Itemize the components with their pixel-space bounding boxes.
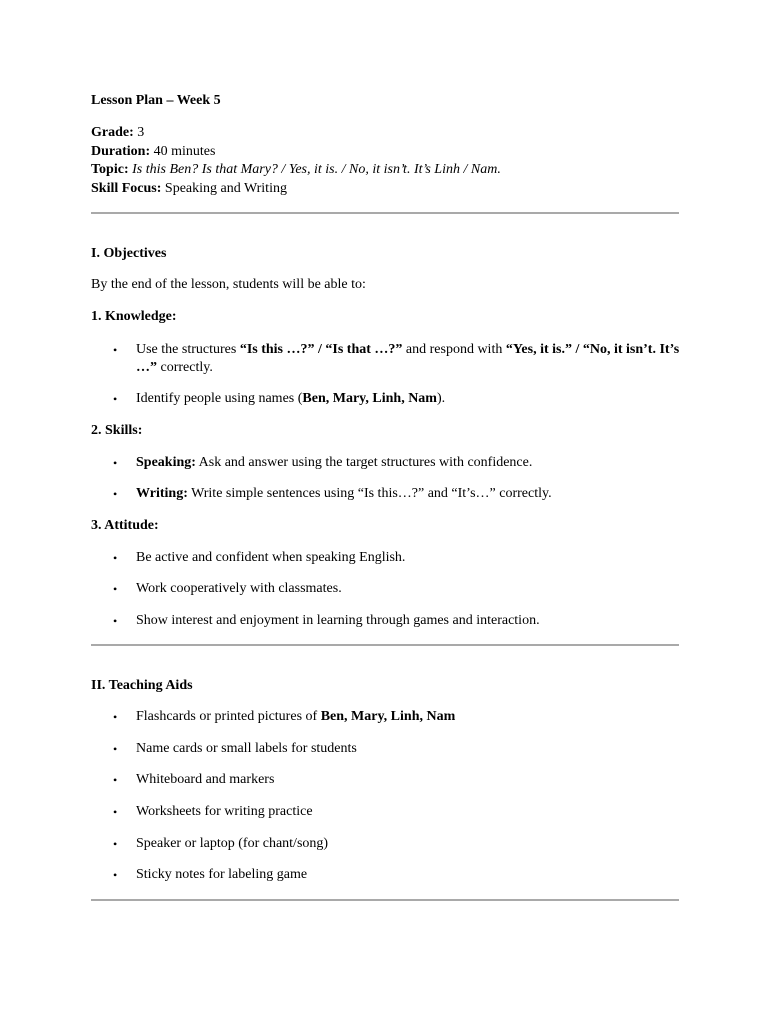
bullet-icon: • xyxy=(113,805,118,819)
skills-item-writing xyxy=(136,485,681,503)
knowledge-item xyxy=(136,341,681,377)
knowledge-item-text: ). xyxy=(436,391,446,406)
skills-item-speaking xyxy=(136,454,681,472)
bullet-icon: • xyxy=(113,343,118,357)
knowledge-item-text: correctly. xyxy=(157,360,213,375)
bullet-icon: • xyxy=(113,582,118,596)
teaching-aid-item: Name cards or small labels for students xyxy=(136,741,357,756)
skill-focus-value: Speaking and Writing xyxy=(164,181,287,196)
teaching-aids-heading: II. Teaching Aids xyxy=(91,678,193,693)
skills-item-label: Speaking: xyxy=(136,455,196,470)
bullet-icon: • xyxy=(113,742,118,756)
document-title: Lesson Plan – Week 5 xyxy=(91,93,221,108)
teaching-aid-item: Speaker or laptop (for chant/song) xyxy=(136,836,329,851)
attitude-item: Work cooperatively with classmates. xyxy=(136,581,342,596)
skills-item-text: Write simple sentences using “Is this…?” and “It’s…” correctly. xyxy=(187,486,552,501)
attitude-heading: 3. Attitude: xyxy=(91,518,159,533)
grade-line xyxy=(91,124,144,142)
skills-item-text: Ask and answer using the target structures with confidence. xyxy=(195,455,533,470)
skills-heading: 2. Skills: xyxy=(91,423,143,438)
topic-value: Is this Ben? Is that Mary? / Yes, it is. / No, it isn’t. It’s Linh / Nam. xyxy=(132,162,501,177)
bullet-icon: • xyxy=(113,392,118,406)
objectives-heading: I. Objectives xyxy=(91,246,167,261)
knowledge-heading: 1. Knowledge: xyxy=(91,309,177,324)
grade-value: 3 xyxy=(137,125,145,140)
knowledge-item-text: and respond with xyxy=(402,342,506,357)
teaching-aid-item: Whiteboard and markers xyxy=(136,772,275,787)
attitude-item: Be active and confident when speaking English. xyxy=(136,550,406,565)
skills-item-label: Writing: xyxy=(136,486,188,501)
bullet-icon: • xyxy=(113,773,118,787)
knowledge-structure-question: “Is this …?” / “Is that …?” xyxy=(239,342,403,357)
duration-label: Duration: xyxy=(91,144,151,159)
section-divider xyxy=(91,644,679,646)
knowledge-names: Ben, Mary, Linh, Nam xyxy=(302,391,437,406)
knowledge-structure-answer: “Yes, it is.” / “No, it isn’t. It’s …” xyxy=(136,342,680,375)
duration-value: 40 minutes xyxy=(153,144,216,159)
duration-line xyxy=(91,143,215,161)
topic-label: Topic: xyxy=(91,162,129,177)
bullet-icon: • xyxy=(113,456,118,470)
bullet-icon: • xyxy=(113,710,118,724)
section-divider xyxy=(91,899,679,901)
teaching-aid-names: Ben, Mary, Linh, Nam xyxy=(320,709,456,724)
skill-focus-line xyxy=(91,180,287,198)
bullet-icon: • xyxy=(113,487,118,501)
teaching-aid-text: Flashcards or printed pictures of xyxy=(136,709,321,724)
bullet-icon: • xyxy=(113,614,118,628)
bullet-icon: • xyxy=(113,837,118,851)
teaching-aid-item: Worksheets for writing practice xyxy=(136,804,313,819)
topic-line xyxy=(91,161,501,179)
objectives-intro: By the end of the lesson, students will be able to: xyxy=(91,277,366,292)
attitude-item: Show interest and enjoyment in learning through games and interaction. xyxy=(136,613,540,628)
grade-label: Grade: xyxy=(91,125,134,140)
section-divider xyxy=(91,212,679,214)
knowledge-item xyxy=(136,390,681,408)
bullet-icon: • xyxy=(113,868,118,882)
knowledge-item-text: Identify people using names ( xyxy=(136,391,303,406)
skill-focus-label: Skill Focus: xyxy=(91,181,162,196)
teaching-aid-item: Sticky notes for labeling game xyxy=(136,867,308,882)
teaching-aid-item xyxy=(136,708,681,726)
bullet-icon: • xyxy=(113,551,118,565)
knowledge-item-text: Use the structures xyxy=(136,342,240,357)
